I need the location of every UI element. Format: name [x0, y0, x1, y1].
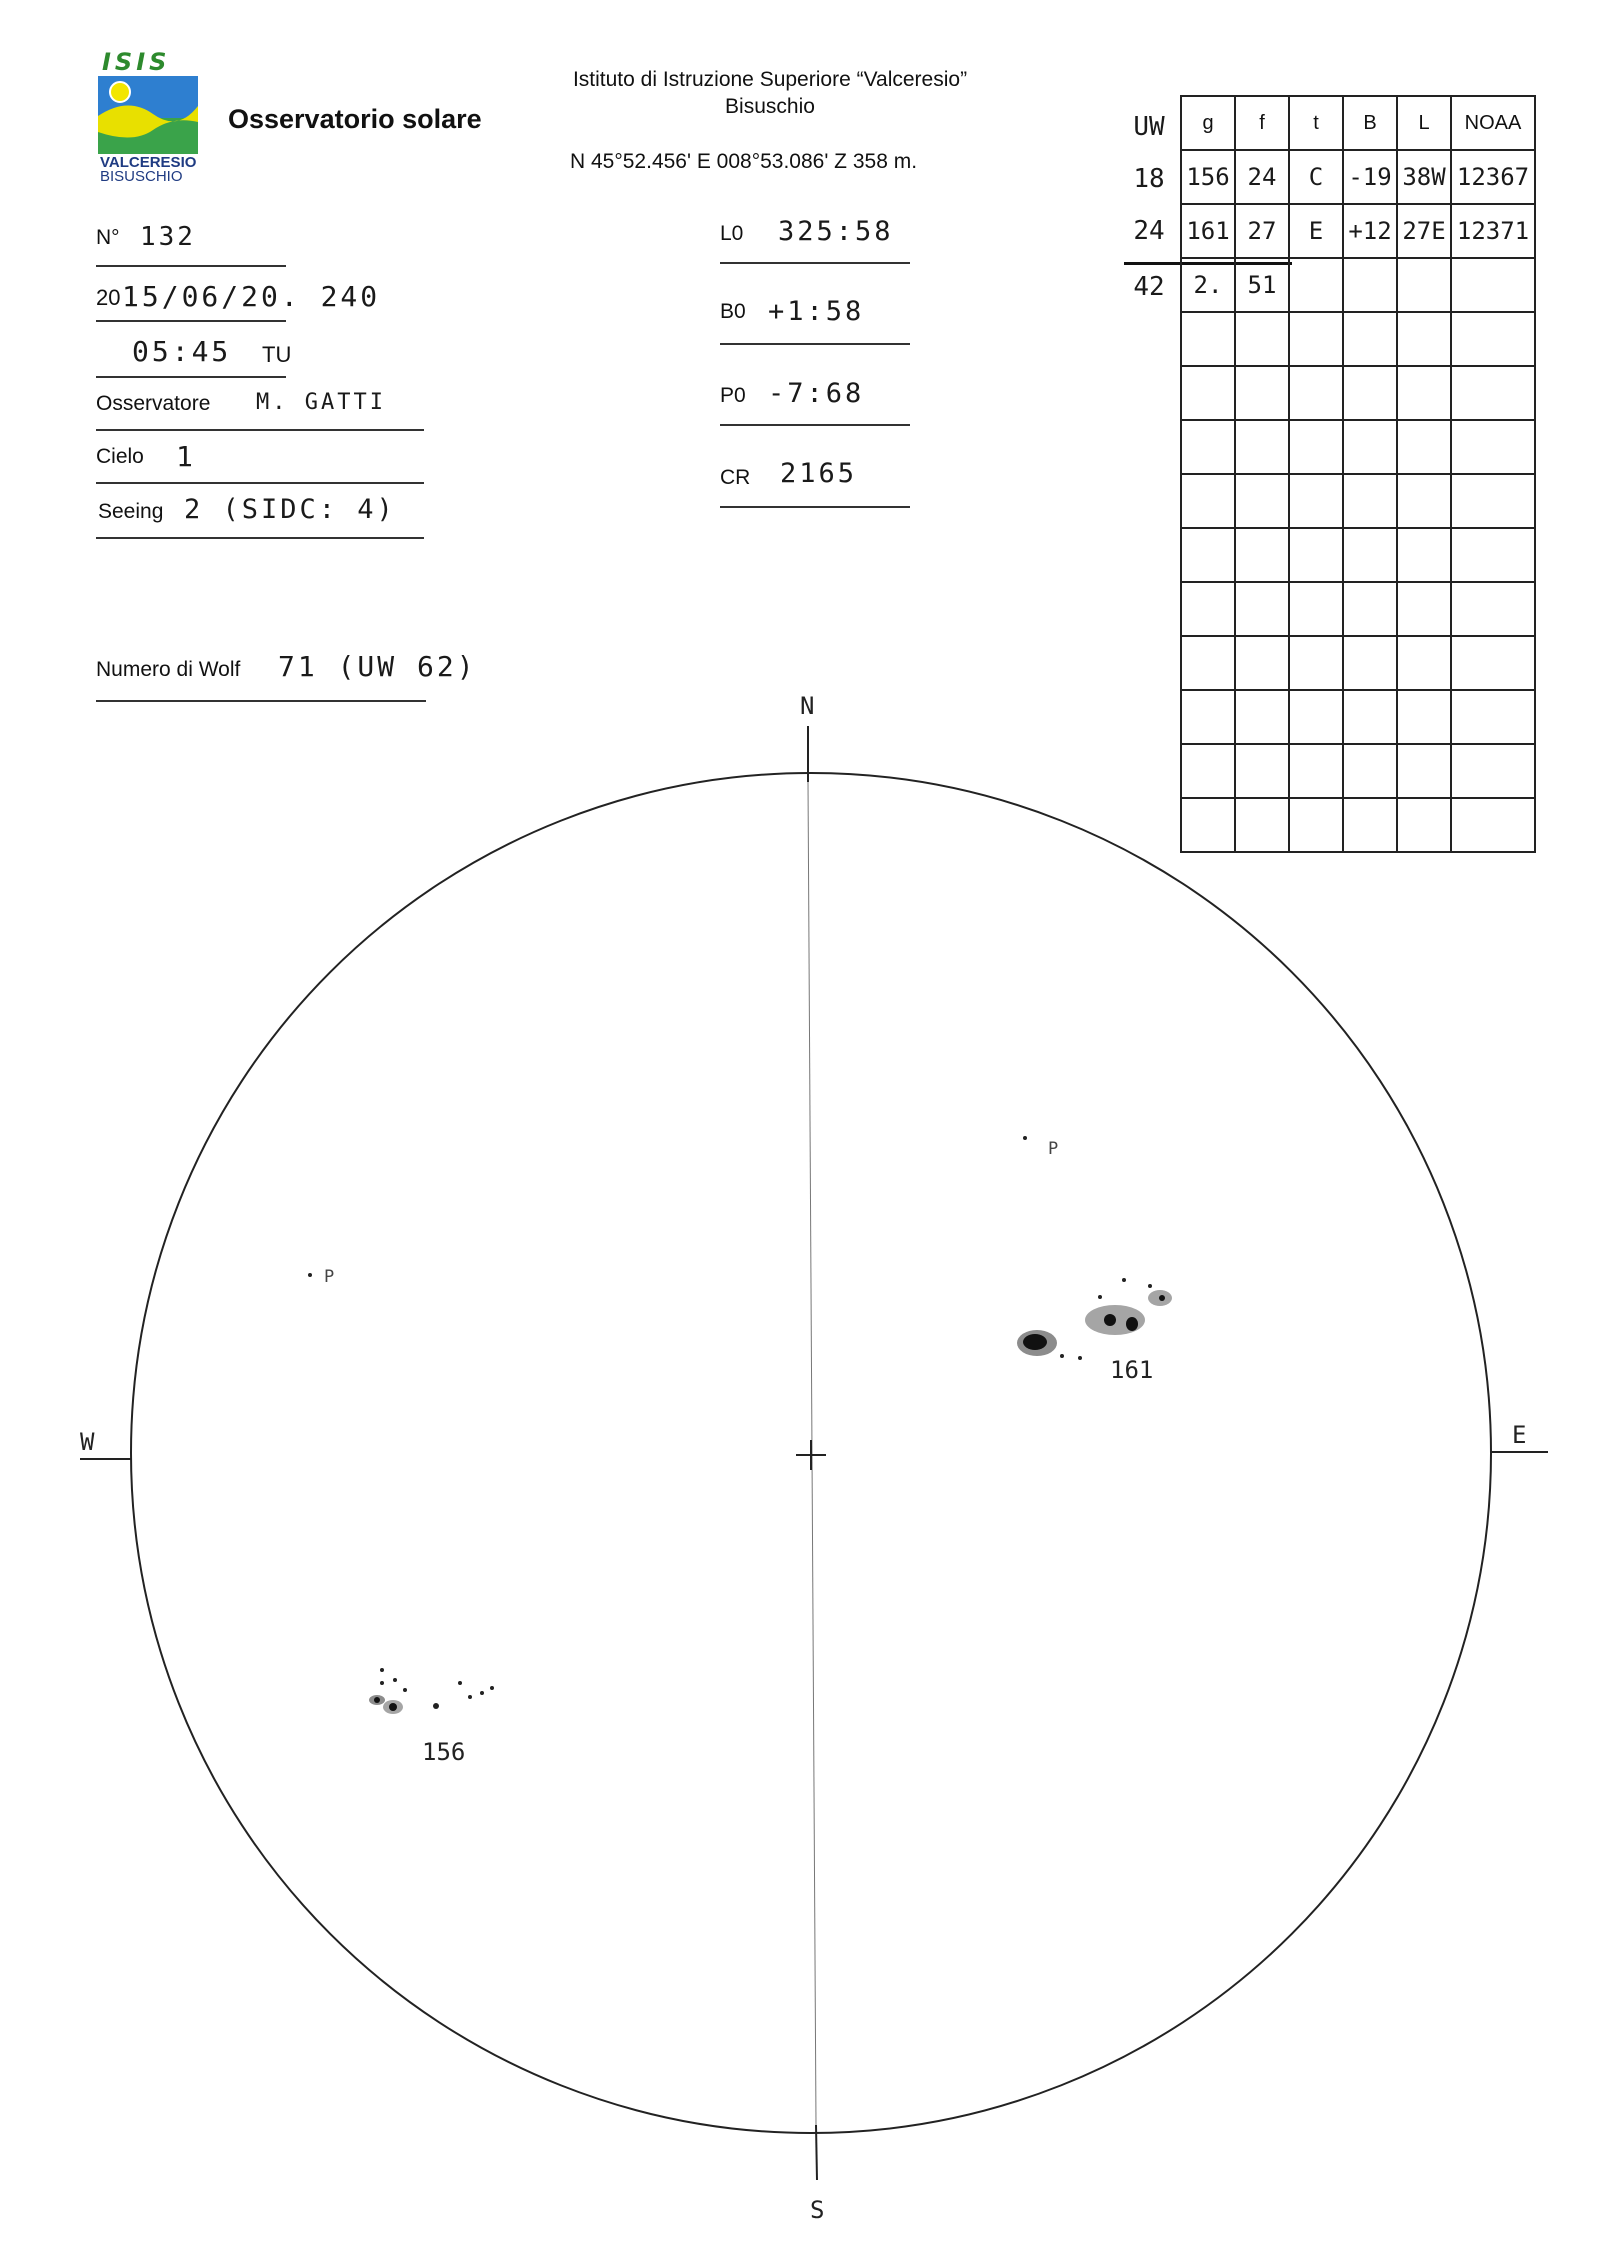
uw-header: UW: [1133, 112, 1165, 142]
table-cell: 27E: [1397, 204, 1451, 258]
column-header: NOAA: [1451, 96, 1535, 150]
umbra: [1126, 1317, 1138, 1331]
column-header: f: [1235, 96, 1289, 150]
date-value: 15/06/20. 240: [122, 280, 381, 313]
seeing-value: 2 (SIDC: 4): [184, 494, 396, 525]
number-label: N°: [96, 226, 120, 249]
table-cell: 24: [1235, 150, 1289, 204]
pore: [1060, 1354, 1064, 1358]
umbra: [1159, 1295, 1165, 1301]
seeing-label: Seeing: [98, 500, 164, 523]
south-tick: [816, 2125, 817, 2180]
uw-value: 18: [1133, 164, 1165, 194]
plage-label: P: [1048, 1139, 1059, 1159]
time-value: 05:45: [132, 335, 232, 368]
logo-caption-line1: VALCERESIO: [100, 154, 197, 171]
pore: [1122, 1278, 1126, 1282]
site-coordinates: N 45°52.456' E 008°53.086' Z 358 m.: [570, 150, 918, 173]
group-label-156: 156: [422, 1738, 466, 1766]
pore: [1148, 1284, 1152, 1288]
table-cell: 38W: [1397, 150, 1451, 204]
uw-value: 42: [1133, 272, 1165, 302]
table-cell: C: [1289, 150, 1343, 204]
p0-value: -7:68: [768, 378, 865, 409]
umbra: [1104, 1314, 1116, 1326]
observatory-title: Osservatorio solare: [228, 104, 482, 134]
south-label: S: [810, 2196, 825, 2224]
column-header: t: [1289, 96, 1343, 150]
svg-text:ISIS: ISIS: [102, 48, 171, 76]
time-unit: TU: [262, 342, 292, 367]
l0-value: 325:58: [778, 216, 894, 247]
column-header: g: [1181, 96, 1235, 150]
institute-name: Istituto di Istruzione Superiore “Valceresio”: [572, 68, 968, 91]
table-cell: -19: [1343, 150, 1397, 204]
pore: [468, 1695, 472, 1699]
l0-label: L0: [720, 222, 744, 245]
sky-label: Cielo: [96, 445, 144, 468]
institute-town: Bisuschio: [725, 95, 815, 118]
sunspot-group-161: [1017, 1136, 1172, 1360]
table-cell: E: [1289, 204, 1343, 258]
wolf-number-label: Numero di Wolf: [96, 658, 241, 681]
b0-value: +1:58: [768, 296, 865, 327]
pore: [480, 1691, 484, 1695]
west-label: W: [80, 1428, 95, 1456]
pore: [458, 1681, 462, 1685]
observer-value: M. GATTI: [256, 390, 386, 415]
table-cell: 12367: [1451, 150, 1535, 204]
column-header: L: [1397, 96, 1451, 150]
table-cell: 2.: [1181, 258, 1235, 312]
column-header: B: [1343, 96, 1397, 150]
sunspot-group-156: [308, 1273, 494, 1714]
pore: [433, 1703, 439, 1709]
umbra: [374, 1697, 380, 1703]
pore: [490, 1686, 494, 1690]
pore: [1023, 1136, 1027, 1140]
umbra: [389, 1703, 397, 1711]
cr-label: CR: [720, 466, 751, 489]
plage-label: P: [324, 1267, 335, 1287]
sky-value: 1: [176, 440, 196, 473]
north-label: N: [800, 692, 815, 720]
date-prefix: 20: [96, 285, 121, 310]
group-label-161: 161: [1110, 1356, 1154, 1384]
table-cell: 161: [1181, 204, 1235, 258]
table-cell: 12371: [1451, 204, 1535, 258]
uw-value: 24: [1133, 216, 1165, 246]
pore: [393, 1678, 397, 1682]
number-value: 132: [140, 222, 196, 252]
p0-label: P0: [720, 384, 746, 407]
table-cell: 51: [1235, 258, 1289, 312]
b0-label: B0: [720, 300, 746, 323]
pore: [1098, 1295, 1102, 1299]
pore: [1078, 1356, 1082, 1360]
table-cell: 156: [1181, 150, 1235, 204]
umbra: [1023, 1334, 1047, 1350]
pore: [308, 1273, 312, 1277]
pore: [403, 1688, 407, 1692]
table-cell: 27: [1235, 204, 1289, 258]
pore: [380, 1668, 384, 1672]
wolf-number-value: 71 (UW 62): [278, 650, 477, 683]
pore: [380, 1681, 384, 1685]
east-label: E: [1512, 1421, 1527, 1449]
table-cell: +12: [1343, 204, 1397, 258]
logo-caption-line2: BISUSCHIO: [100, 168, 183, 185]
observer-label: Osservatore: [96, 392, 211, 415]
cr-value: 2165: [780, 458, 858, 489]
